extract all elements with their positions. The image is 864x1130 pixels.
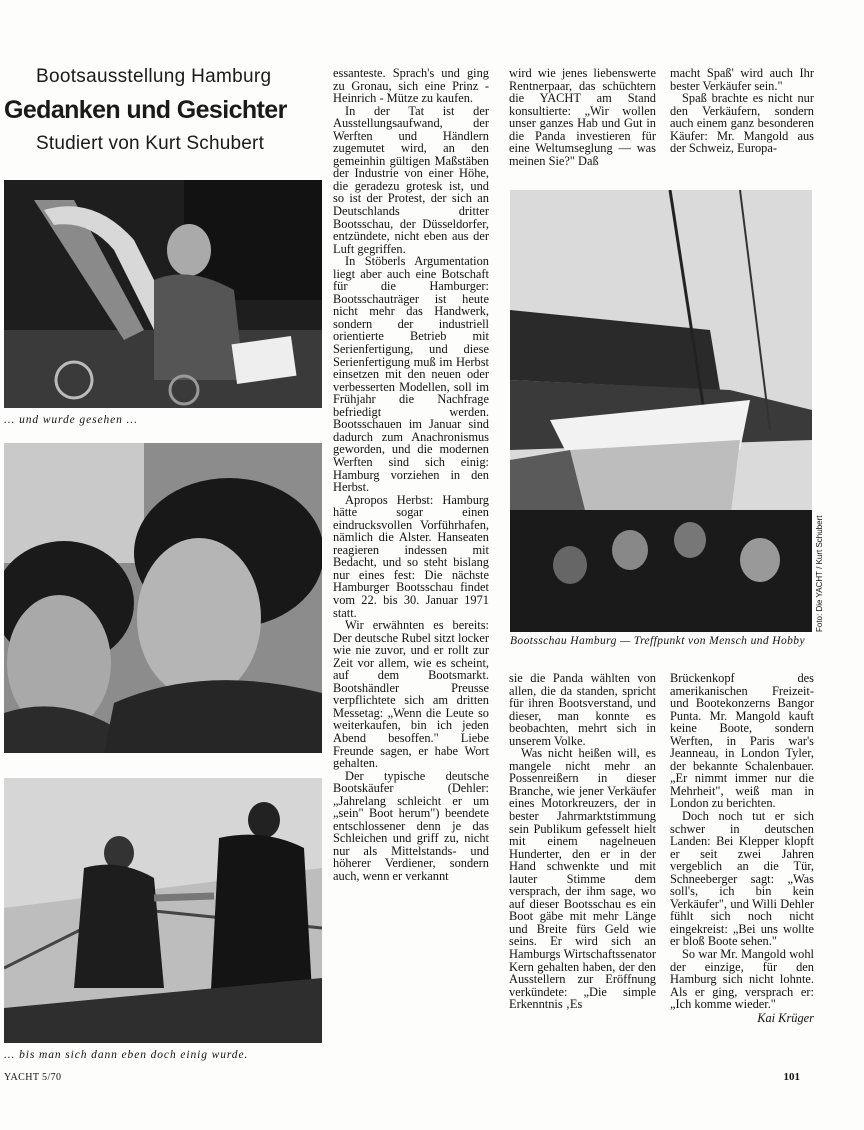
paragraph: Brückenkopf des amerikanischen Freizeit- und Bootekonzerns Bangor Punta. Mr. Mangold kauft keine Boote, sondern Werften, in Paris war's Jeanneau, in London Tyler, der bekannte Schalenbauer. „Er nimmt immer nur die Mehrheit", weiß man in London zu berichten. — [670, 671, 814, 811]
paragraph: essanteste. Sprach's und ging zu Gronau, sich eine Prinz - Heinrich - Mütze zu kaufen. — [333, 66, 489, 106]
photo-boats — [510, 190, 812, 632]
article-byline: Studiert von Kurt Schubert — [36, 133, 265, 154]
footer-issue: YACHT 5/70 — [4, 1072, 62, 1083]
photo-pram — [4, 180, 322, 408]
photo-women — [4, 443, 322, 753]
paragraph: macht Spaß' wird auch Ihr bester Verkäufer sein." — [670, 66, 814, 93]
paragraph: sie die Panda wählten von allen, die da standen, spricht für ihren Bootsverstand, und dieser, man konnte es beobachten, mehrt sich in unserem Volke. — [509, 671, 656, 748]
caption-photo1: ... und wurde gesehen ... — [4, 414, 138, 426]
paragraph: In Stöberls Argumentation liegt aber auch eine Botschaft für die Hamburger: Bootsschauträger ist heute nicht mehr das Handwerk, sondern der industriell orientierte Betrieb mit Serienfertigung, und diese Serienfertigung muß im Herbst einsetzen mit den neuen oder verbesserten Modellen, soll im Frühjahr die Nachfrage befriedigt werden. Bootsschauen im Januar sind dadurch zum Anachronismus geworden, und die modernen Werften sind sich einig: Hamburg vorziehen in den Herbst. — [333, 254, 489, 495]
caption-photo3: ... bis man sich dann eben doch einig wurde. — [4, 1049, 249, 1061]
article-title: Gedanken und Gesichter — [4, 96, 287, 124]
column-3-top — [670, 67, 814, 155]
column-2-top — [509, 67, 656, 167]
column-3-bottom — [670, 672, 814, 1024]
caption-big-photo: Bootsschau Hamburg — Treffpunkt von Mensch und Hobby — [510, 635, 805, 647]
article-kicker: Bootsausstellung Hamburg — [36, 66, 272, 87]
page-number: 101 — [783, 1071, 800, 1083]
paragraph: Apropos Herbst: Hamburg hätte sogar einen eindrucksvollen Vorführhafen, nämlich die Alster. Hanseaten reagieren indessen mit Bedacht, und so steht bislang nur eines fest: Die nächste Hamburger Bootsschau findet vom 22. bis 30. Januar 1971 statt. — [333, 492, 489, 620]
paragraph: Spaß brachte es nicht nur den Verkäufern, sondern auch einem ganz besonderen Käufer: Mr. Mangold aus der Schweiz, Europa- — [670, 91, 814, 156]
column-2-bottom — [509, 672, 656, 1011]
photo-handshake — [4, 778, 322, 1043]
column-1 — [333, 67, 489, 883]
paragraph: Doch noch tut er sich schwer in deutschen Landen: Bei Klepper klopft er seit zwei Jahren vergeblich an die Tür, Schneeberger sagt: „Was soll's, ich bin kein Verkäufer", und Willi Dehler fühlt sich noch nicht eingekreist: „Bei uns wollte er bloß Boote sehen." — [670, 809, 814, 949]
photo-credit: Foto: Die YACHT / Kurt Schubert — [815, 515, 824, 632]
author: Kai Krüger — [757, 1010, 814, 1025]
paragraph: Der typische deutsche Bootskäufer (Dehler: „Jahrelang schleicht er um „sein" Boot herum") beendete entschlossener denn je das Schleichen und griff zu, nicht nur als Mittelstands- und höherer Verdiener, sondern auch, wenn er verkannt — [333, 768, 489, 883]
paragraph: So war Mr. Mangold wohl der einzige, für den Hamburg sich nicht lohnte. Als er ging, versprach er: „Ich komme wieder." — [670, 947, 814, 1012]
paragraph: wird wie jenes liebenswerte Rentnerpaar, das schüchtern die YACHT am Stand konsultierte: „Wir wollen unser ganzes Hab und Gut in die Panda investieren für eine Weltumseglung — was meinen Sie?" Daß — [509, 66, 656, 168]
paragraph: In der Tat ist der Ausstellungsaufwand, der Werften und Händlern zugemutet wird, an den gemeinhin gültigen Maßstäben der Industrie von einer Höhe, die geradezu grotesk ist, und so ist der Protest, der sich an Deutschlands dritter Bootsschau, der Düsseldorfer, entzündete, nicht eben aus der Luft gegriffen. — [333, 103, 489, 256]
paragraph: Was nicht heißen will, es mangele nicht mehr an Possenreißern in dieser Branche, wie jener Verkäufer eines Motorkreuzers, der in bester Jahrmarktstimmung sein Publikum gefesselt hielt mit einem nagelneuen Hunderter, den er in der Hand schwenkte und mit lauter Stimme dem versprach, der ihm sage, wo auf dieser Bootsschau es ein Boot gäbe mit mehr Länge und Breite fürs Geld wie seins. Er wird sich an Hamburgs Wirtschaftssenator Kern gehalten haben, der den Ausstellern zur Eröffnung verkündete: „Die simple Erkenntnis ‚Es — [509, 746, 656, 1012]
paragraph: Wir erwähnten es bereits: Der deutsche Rubel sitzt locker wie nie zuvor, und er rollt zur Zeit vor allem, wie es scheint, auf dem Bootsmarkt. Bootshändler Preusse verpflichtete sich am dritten Messetag: „Wenn die Leute so weiterkaufen, bin ich jeden Abend besoffen." Liebe Freunde sagen, er habe Wort gehalten. — [333, 618, 489, 771]
